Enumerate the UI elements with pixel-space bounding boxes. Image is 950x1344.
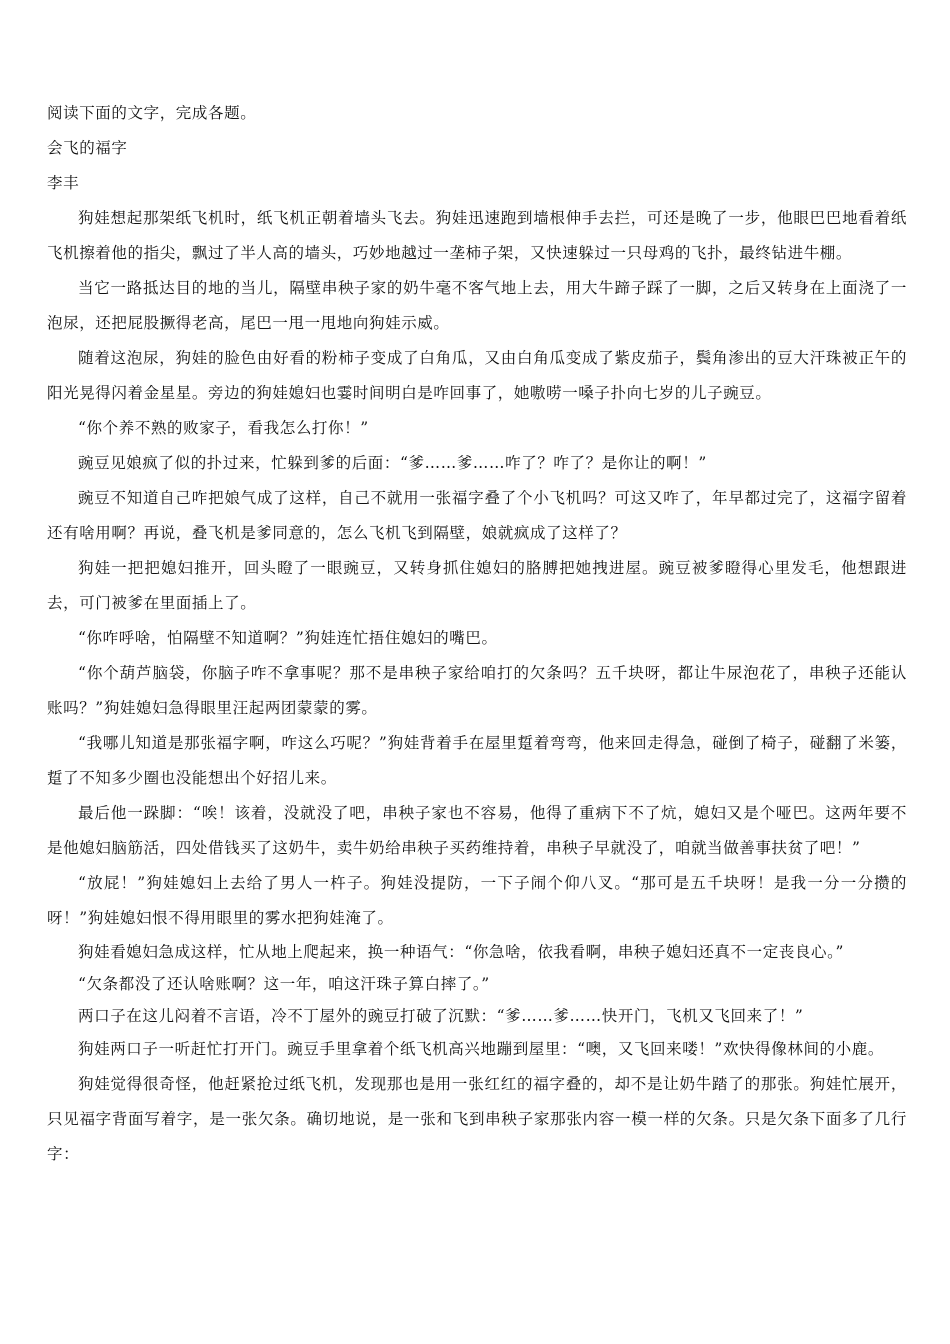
paragraph: “你个养不熟的败家子，看我怎么打你！” <box>78 419 369 437</box>
paragraph: 当它一路抵达目的地的当儿，隔壁串秧子家的奶牛毫不客气地上去，用大牛蹄子踩了一脚，之后又转身在上面浇了一泡尿，还把屁股撅得老高，尾巴一甩一甩地向狗娃示威。 <box>47 279 907 332</box>
paragraph: 随着这泡尿，狗娃的脸色由好看的粉柿子变成了白角瓜，又由白角瓜变成了紫皮茄子，鬓角渗出的豆大汗珠被正午的阳光晃得闪着金星星。旁边的狗娃媳妇也霎时间明白是咋回事了，她嗷唠一嗓子扑向七岁的儿子豌豆。 <box>47 349 907 402</box>
paragraph: “欠条都没了还认啥账啊？这一年，咱这汗珠子算白摔了。” <box>78 975 490 993</box>
paragraph: 狗娃一把把媳妇推开，回头瞪了一眼豌豆，又转身抓住媳妇的胳膊把她拽进屋。豌豆被爹瞪得心里发毛，他想跟进去，可门被爹在里面插上了。 <box>47 559 907 612</box>
paragraph: 狗娃两口子一听赶忙打开门。豌豆手里拿着个纸飞机高兴地蹦到屋里：“噢，又飞回来喽！”欢快得像林间的小鹿。 <box>78 1040 884 1058</box>
paragraph: 最后他一跺脚：“唉！该着，没就没了吧，串秧子家也不容易，他得了重病下不了炕，媳妇又是个哑巴。这两年要不是他媳妇脑筋活，四处借钱买了这奶牛，卖牛奶给串秧子买药维持着，串秧子早就没了，咱就当做善事扶贫了吧！” <box>47 804 907 857</box>
story-title: 会飞的福字 <box>47 139 128 157</box>
paragraph: 狗娃想起那架纸飞机时，纸飞机正朝着墙头飞去。狗娃迅速跑到墙根伸手去拦，可还是晚了一步，他眼巴巴地看着纸飞机擦着他的指尖，飘过了半人高的墙头，巧妙地越过一垄柿子架，又快速躲过一只母鸡的飞扑，最终钻进牛棚。 <box>47 209 907 262</box>
paragraph: 豌豆见娘疯了似的扑过来，忙躲到爹的后面：“爹……爹……咋了？咋了？是你让的啊！” <box>78 454 707 472</box>
paragraph: “你个葫芦脑袋，你脑子咋不拿事呢？那不是串秧子家给咱打的欠条吗？五千块呀，都让牛尿泡花了，串秧子还能认账吗？”狗娃媳妇急得眼里汪起两团蒙蒙的雾。 <box>47 664 907 717</box>
paragraph: 狗娃觉得很奇怪，他赶紧抢过纸飞机，发现那也是用一张红红的福字叠的，却不是让奶牛踏了的那张。狗娃忙展开，只见福字背面写着字，是一张欠条。确切地说，是一张和飞到串秧子家那张内容一模一样的欠条。只是欠条下面多了几行字： <box>47 1075 907 1163</box>
paragraph: 两口子在这儿闷着不言语，冷不丁屋外的豌豆打破了沉默：“爹……爹……快开门，飞机又飞回来了！” <box>78 1007 804 1025</box>
story-author: 李丰 <box>47 174 80 192</box>
paragraph: “我哪儿知道是那张福字啊，咋这么巧呢？”狗娃背着手在屋里踅着弯弯，他来回走得急，碰倒了椅子，碰翻了米篓，踅了不知多少圈也没能想出个好招儿来。 <box>47 734 907 787</box>
document-page <box>47 96 907 1172</box>
reading-instruction: 阅读下面的文字，完成各题。 <box>47 104 257 122</box>
paragraph: 狗娃看媳妇急成这样，忙从地上爬起来，换一种语气：“你急啥，依我看啊，串秧子媳妇还真不一定丧良心。” <box>78 943 845 961</box>
paragraph: 豌豆不知道自己咋把娘气成了这样，自己不就用一张福字叠了个小飞机吗？可这又咋了，年早都过完了，这福字留着还有啥用啊？再说，叠飞机是爹同意的，怎么飞机飞到隔壁，娘就疯成了这样了？ <box>47 489 907 542</box>
paragraph: “放屁！”狗娃媳妇上去给了男人一杵子。狗娃没提防，一下子闹个仰八叉。“那可是五千块呀！是我一分一分攒的呀！”狗娃媳妇恨不得用眼里的雾水把狗娃淹了。 <box>47 874 907 927</box>
paragraph: “你咋呼啥，怕隔壁不知道啊？”狗娃连忙捂住媳妇的嘴巴。 <box>78 629 498 647</box>
